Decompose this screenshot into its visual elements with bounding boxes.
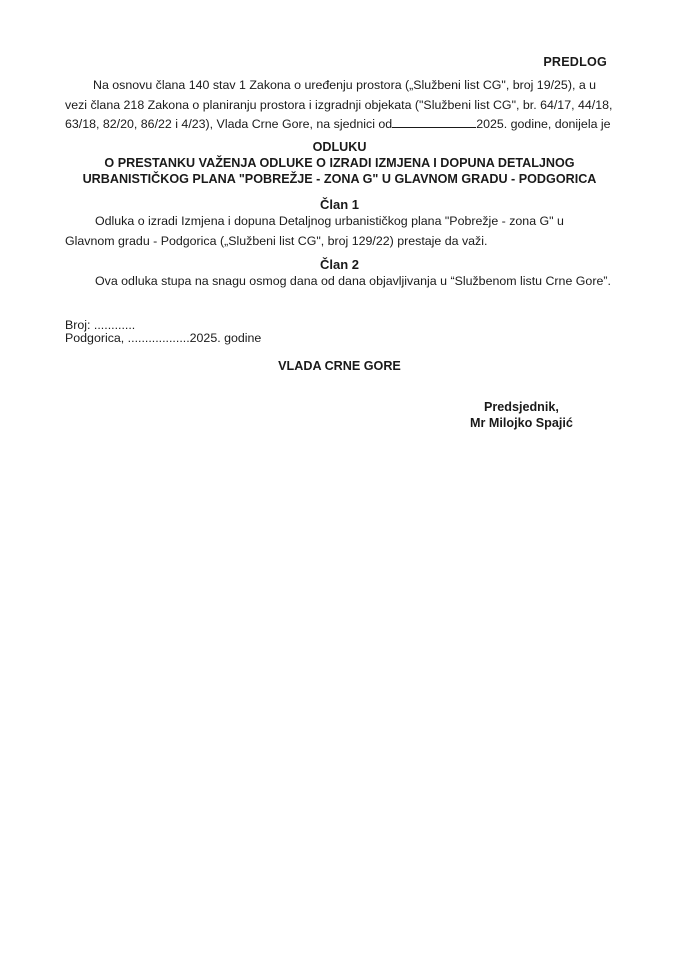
place-and-date: Podgorica, ..................2025. godine — [65, 331, 262, 345]
article-1-heading: Član 1 — [319, 197, 359, 212]
preamble-line-3-end: 2025. godine, donijela je — [476, 117, 611, 131]
signatory-name: Mr Milojko Spajić — [470, 416, 573, 430]
preamble-line-3 — [65, 115, 617, 135]
article-1-line-2: Glavnom gradu - Podgorica („Službeni list CG", broj 129/22) prestaje da važi. — [65, 233, 488, 248]
preamble — [65, 76, 617, 135]
document-number: Broj: ............ — [65, 318, 136, 332]
issuing-authority: VLADA CRNE GORE — [278, 359, 401, 373]
article-2-body — [65, 272, 617, 292]
document-status-label: PREDLOG — [543, 55, 607, 69]
article-2-line-1: Ova odluka stupa na snagu osmog dana od dana objavljivanja u “Službenom listu Crne Gore”. — [95, 274, 611, 288]
article-2-heading: Član 2 — [319, 257, 359, 272]
article-1-body — [65, 212, 617, 251]
preamble-line-3-start: 63/18, 82/20, 86/22 i 4/23), Vlada Crne Gore, na sjednici od — [65, 117, 393, 131]
decision-title — [0, 139, 679, 187]
decision-title-line-2: O PRESTANKU VAŽENJA ODLUKE O IZRADI IZMJENA I DOPUNA DETALJNOG — [104, 156, 575, 170]
preamble-line-2: vezi člana 218 Zakona o planiranju prostora i izgradnji objekata ("Službeni list CG", br. 64/17, 44/18, — [65, 97, 613, 112]
preamble-line-1: Na osnovu člana 140 stav 1 Zakona o uređenju prostora („Službeni list CG", broj 19/25), a u — [93, 78, 597, 92]
decision-title-line-3: URBANISTIČKOG PLANA "POBREŽJE - ZONA G" U GLAVNOM GRADU - PODGORICA — [82, 172, 597, 186]
signatory-title: Predsjednik, — [483, 400, 559, 414]
session-date-blank — [392, 116, 476, 128]
decision-title-line-1: ODLUKU — [312, 140, 367, 154]
signature-block — [470, 399, 573, 431]
article-1-line-1: Odluka o izradi Izmjena i dopuna Detaljnog urbanističkog plana "Pobrežje - zona G" u — [95, 214, 564, 228]
